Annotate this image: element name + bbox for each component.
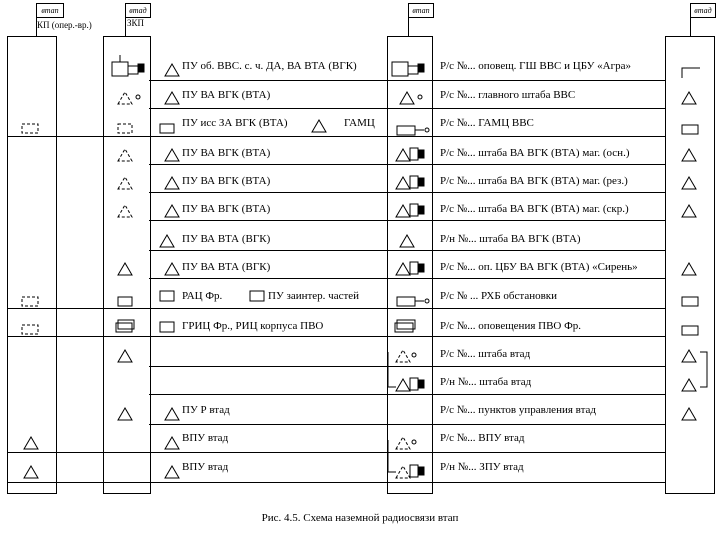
row-3-left-label: ПУ исс ЗА ВГК (ВТА) <box>182 117 288 129</box>
antenna-icon <box>165 92 179 104</box>
row-14-left-label: ВПУ втад <box>182 432 229 444</box>
antenna-icon <box>396 437 410 449</box>
radio-set-icon <box>682 297 698 306</box>
antenna-icon <box>165 177 179 189</box>
row-2-right-label: Р/с №... главного штаба ВВС <box>440 89 576 101</box>
column-flag-3: втап <box>408 3 434 18</box>
row-5-left-label: ПУ ВА ВГК (ВТА) <box>182 175 271 187</box>
antenna-icon <box>312 120 326 132</box>
row-7-right-label: Р/н №... штаба ВА ВГК (ВТА) <box>440 233 581 245</box>
antenna-icon <box>165 466 179 478</box>
row-4-right-label: Р/с №... штаба ВА ВГК (ВТА) маг. (осн.) <box>440 147 630 159</box>
antenna-icon <box>396 149 410 161</box>
radio-station-icon <box>112 55 144 76</box>
row-6-left-label: ПУ ВА ВГК (ВТА) <box>182 203 271 215</box>
antenna-icon <box>165 64 179 76</box>
row-9-left-label: РАЦ Фр. <box>182 290 223 302</box>
antenna-icon <box>396 177 410 189</box>
column-flag-2: втад <box>125 3 151 18</box>
column-sublabel-1: КП (опер.-вр.) <box>37 20 92 30</box>
row-5-right-label: Р/с №... штаба ВА ВГК (ВТА) маг. (рез.) <box>440 175 628 187</box>
radio-set-icon <box>160 291 174 301</box>
antenna-icon <box>682 177 696 189</box>
radio-set-icon <box>682 326 698 335</box>
row-1-right-label: Р/с №... оповещ. ГШ ВВС и ЦБУ «Агра» <box>440 60 632 72</box>
antenna-icon <box>118 263 132 275</box>
row-14-right-label: Р/с №... ВПУ втад <box>440 432 525 444</box>
radio-set-icon <box>22 325 38 334</box>
column-flag-4: втад <box>690 3 716 18</box>
row-8-left-label: ПУ ВА ВТА (ВГК) <box>182 261 271 273</box>
antenna-icon <box>682 379 696 391</box>
antenna-icon <box>24 437 38 449</box>
antenna-icon <box>165 149 179 161</box>
row-8-right-label: Р/с №... оп. ЦБУ ВА ВГК (ВТА) «Сирень» <box>440 261 638 273</box>
radio-set-icon <box>395 323 413 332</box>
row-10-right-label: Р/с №... оповещения ПВО Фр. <box>440 320 582 332</box>
row-4-left-label: ПУ ВА ВГК (ВТА) <box>182 147 271 159</box>
antenna-icon <box>682 205 696 217</box>
radio-station-icon <box>392 62 424 76</box>
row-11-right-label: Р/с №... штаба втад <box>440 348 531 360</box>
radio-set-icon <box>160 124 174 133</box>
row-13-right-label: Р/с №... пунктов управления втад <box>440 404 596 416</box>
antenna-icon <box>24 466 38 478</box>
antenna-icon <box>682 92 696 104</box>
radio-set-icon <box>397 297 415 306</box>
radio-set-icon <box>22 124 38 133</box>
radio-set-icon <box>118 124 132 133</box>
antenna-icon <box>400 235 414 247</box>
antenna-icon <box>396 379 410 391</box>
antenna-icon <box>682 263 696 275</box>
antenna-icon <box>682 350 696 362</box>
radio-set-icon <box>397 126 415 135</box>
radio-set-icon <box>682 125 698 134</box>
antenna-icon <box>118 205 132 217</box>
antenna-icon <box>400 92 414 104</box>
row-7-left-label: ПУ ВА ВТА (ВГК) <box>182 233 271 245</box>
antenna-icon <box>165 437 179 449</box>
row-12-right-label: Р/н №... штаба втад <box>440 376 532 388</box>
antenna-icon <box>682 408 696 420</box>
antenna-icon <box>396 263 410 275</box>
figure-caption: Рис. 4.5. Схема наземной радиосвязи втап <box>261 512 459 524</box>
antenna-icon <box>165 408 179 420</box>
antenna-icon <box>396 205 410 217</box>
antenna-icon <box>118 408 132 420</box>
antenna-icon <box>118 92 132 104</box>
antenna-icon <box>118 149 132 161</box>
row-6-right-label: Р/с №... штаба ВА ВГК (ВТА) маг. (скр.) <box>440 203 629 215</box>
row-9-left-extra: ПУ заинтер. частей <box>268 290 360 302</box>
row-13-left-label: ПУ Р втад <box>182 404 230 416</box>
radio-set-icon <box>250 291 264 301</box>
row-9-right-label: Р/с № ... РХБ обстановки <box>440 290 558 302</box>
antenna-icon <box>118 350 132 362</box>
receiver-line-icon <box>682 68 700 78</box>
antenna-icon <box>165 205 179 217</box>
antenna-icon <box>160 235 174 247</box>
radio-set-icon <box>160 322 174 332</box>
row-3-left-extra: ГАМЦ <box>344 117 375 129</box>
row-15-left-label: ВПУ втад <box>182 461 229 473</box>
row-10-left-label: ГРИЦ Фр., РИЦ корпуса ПВО <box>182 320 324 332</box>
radio-set-icon <box>118 297 132 306</box>
row-2-left-label: ПУ ВА ВГК (ВТА) <box>182 89 271 101</box>
row-1-left-label: ПУ об. ВВС. с. ч. ДА, ВА ВТА (ВГК) <box>182 60 357 72</box>
row-3-right-label: Р/с №... ГАМЦ ВВС <box>440 117 534 129</box>
antenna-icon <box>396 466 410 478</box>
column-flag-1: втап <box>36 3 64 18</box>
antenna-icon <box>682 149 696 161</box>
row-15-right-label: Р/н №... ЗПУ втад <box>440 461 524 473</box>
antenna-icon <box>396 350 410 362</box>
antenna-icon <box>165 263 179 275</box>
radio-set-icon <box>22 297 38 306</box>
column-sublabel-2: ЗКП <box>127 18 145 28</box>
antenna-icon <box>118 177 132 189</box>
